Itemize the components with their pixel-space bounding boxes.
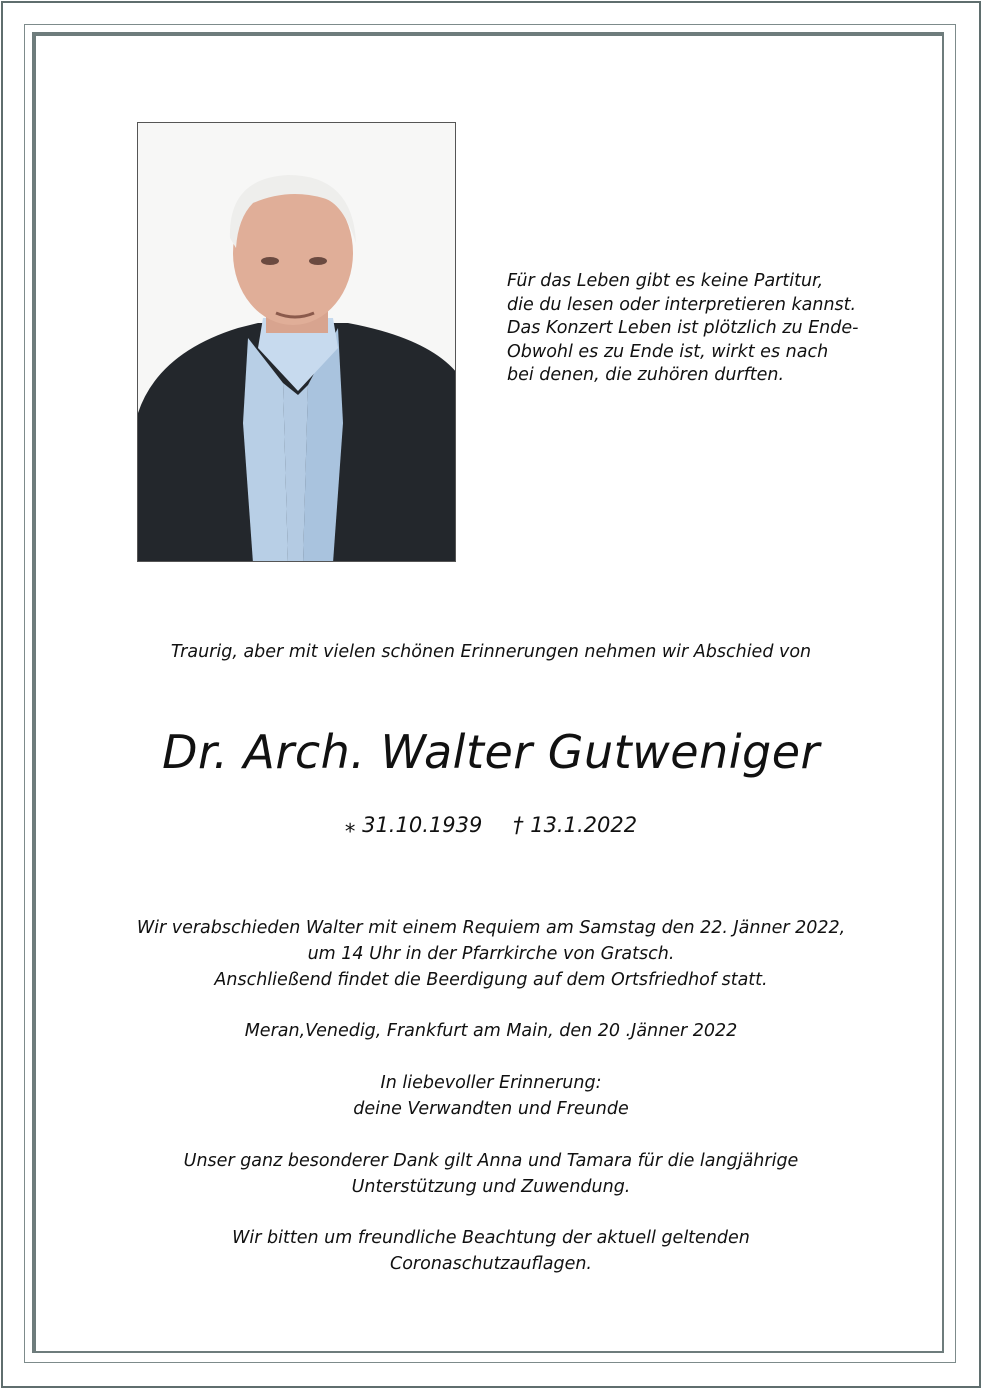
poem-line: Obwohl es zu Ende ist, wirkt es nach — [507, 341, 829, 362]
thanks-line: Unterstützung und Zuwendung. — [351, 1177, 631, 1197]
life-dates — [0, 813, 982, 837]
ceremony-line: Wir verabschieden Walter mit einem Requiem am Samstag den 22. Jänner 2022, — [136, 918, 846, 938]
remembrance-line: deine Verwandten und Freunde — [353, 1099, 629, 1119]
thanks-line: Unser ganz besonderer Dank gilt Anna und Tamara für die langjährige — [183, 1151, 799, 1171]
portrait-photo — [137, 122, 456, 562]
ceremony-line: um 14 Uhr in der Pfarrkirche von Gratsch. — [307, 944, 675, 964]
poem — [507, 270, 858, 388]
corona-notice — [0, 1225, 982, 1277]
ceremony-info — [0, 915, 982, 993]
place-date: Meran,Venedig, Frankfurt am Main, den 20 .Jänner 2022 — [244, 1021, 738, 1041]
birth-date — [345, 813, 482, 837]
poem-line: Für das Leben gibt es keine Partitur, — [507, 271, 824, 291]
poem-line: bei denen, die zuhören durften. — [507, 365, 785, 385]
death-cross-icon: † — [513, 813, 524, 837]
thanks — [0, 1148, 982, 1200]
death-date — [513, 813, 637, 837]
deceased-name: Dr. Arch. Walter Gutweniger — [162, 725, 820, 779]
remembrance-line: In liebevoller Erinnerung: — [380, 1073, 602, 1093]
notice-line: Wir bitten um freundliche Beachtung der aktuell geltenden — [232, 1228, 750, 1248]
poem-line: die du lesen oder interpretieren kannst. — [507, 294, 857, 315]
notice-line: Coronaschutzauflagen. — [390, 1254, 592, 1274]
ceremony-line: Anschließend findet die Beerdigung auf dem Ortsfriedhof statt. — [214, 970, 768, 990]
birth-star-icon: ⁎ — [344, 813, 356, 837]
intro-text: Traurig, aber mit vielen schönen Erinnerungen nehmen wir Abschied von — [170, 642, 812, 662]
remembrance — [0, 1070, 982, 1122]
poem-line: Das Konzert Leben ist plötzlich zu Ende- — [507, 318, 859, 338]
birth-date-value: 31.10.1939 — [362, 813, 483, 837]
death-date-value: 13.1.2022 — [530, 813, 638, 837]
